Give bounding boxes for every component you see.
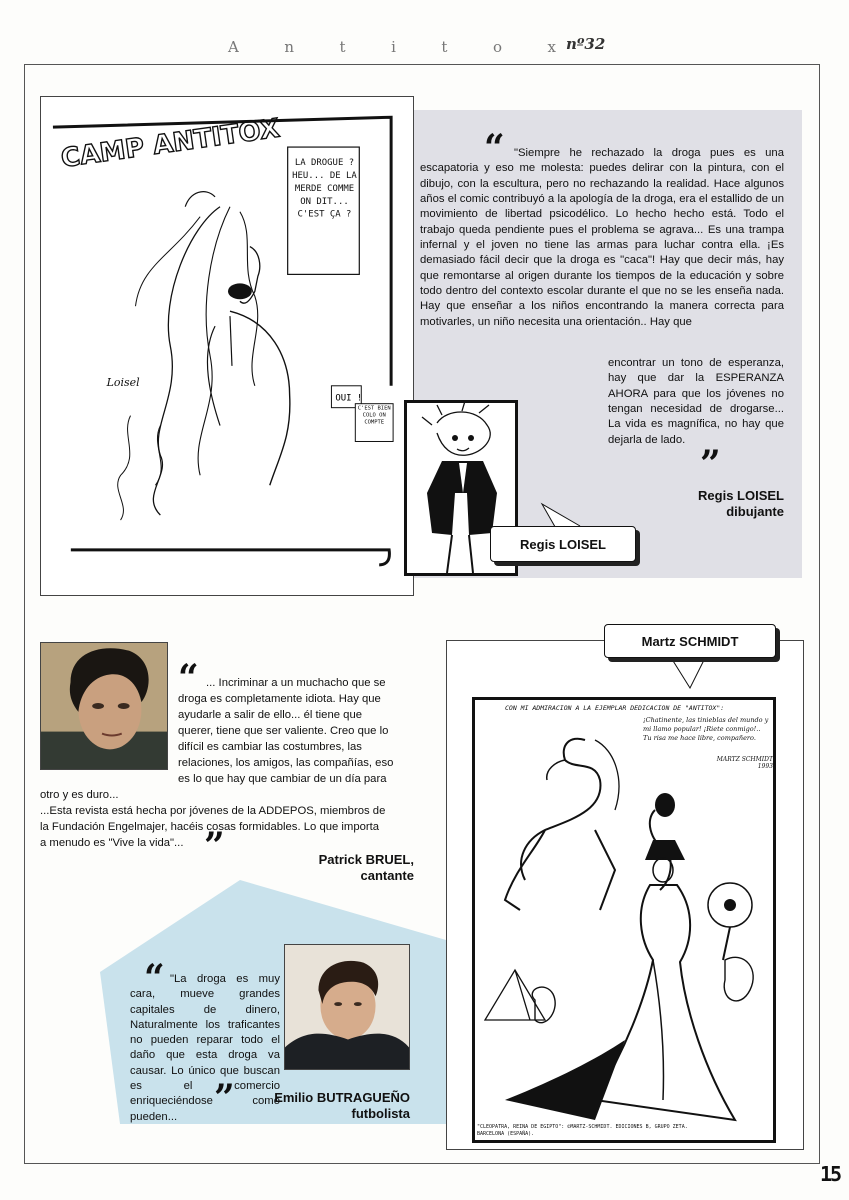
title-letter: t (339, 38, 348, 56)
comic-drawing (41, 97, 413, 595)
close-quote-mark: ” (700, 443, 721, 485)
issue-number: nº32 (566, 35, 606, 53)
credit-name: Emilio BUTRAGUEÑO (274, 1090, 410, 1105)
credit-role: cantante (360, 868, 414, 883)
bruel-quote-line: droga es completamente idiota. Hay que (178, 693, 381, 705)
loisel-quote-tail: encontrar un tono de esperanza, hay que dar la ESPERANZA AHORA para que los jóvenes no tengan necesidad de drogarse... La vida es magnífica, no hay que dejarla de lado. (608, 357, 784, 446)
close-quote-mark: ” (214, 1077, 235, 1119)
credit-role: dibujante (726, 504, 784, 519)
open-quote-mark: “ (484, 127, 505, 169)
illustration-speech: ¡Chatinente, las tinieblas del mundo y mi llamo popular! ¡Riete conmigo!.. Tu risa me hace libre, compañero. (643, 716, 769, 742)
bruel-quote-line: ayudarle a salir de ello... él tiene que (178, 709, 363, 721)
credit-role: futbolista (351, 1106, 410, 1121)
dedication-text: CON MI ADMIRACION A LA EJEMPLAR DEDICACION DE "ANTITOX": (505, 704, 725, 712)
title-letter: A (228, 38, 241, 56)
bruel-quote-line: es lo que hay que cambiar de un día para (178, 773, 387, 785)
bruel-quote-line: ...Esta revista está hecha por jóvenes de la ADDEPOS, miembros de (40, 805, 386, 817)
cleopatra-drawing (475, 700, 773, 1140)
bruel-quote-line: difícil es cambiar las costumbres, las (178, 741, 362, 753)
comic-signature: Loisel (106, 375, 140, 389)
portrait-image (285, 945, 409, 1069)
comic-speech: LA DROGUE ? HEU... DE LA MERDE COMME ON DIT... C'EST ÇA ? (292, 158, 357, 220)
comic-reply-1: OUI ! (335, 393, 363, 404)
schmidt-name-bubble: Martz SCHMIDT (604, 624, 776, 658)
bruel-quote-line: querer, tiene que ser valiente. Creo que lo (178, 725, 389, 737)
loisel-comic-illustration (40, 96, 414, 596)
bruel-quote-line: otro y es duro... (40, 789, 119, 801)
page-number: 15 (820, 1162, 841, 1186)
bruel-photo (40, 642, 168, 770)
bruel-quote-line: relaciones, los amigos, las compañías, eso (178, 757, 394, 769)
close-quote-mark: ” (204, 825, 225, 867)
page-header (0, 35, 849, 62)
butragueno-photo (284, 944, 410, 1070)
cleopatra-illustration (472, 697, 776, 1143)
title-letter: i (391, 38, 398, 56)
butragueno-quote: "La droga es muy cara, mueve grandes capitales de dinero, Naturalmente los traficantes no pueden reparar todo el daño que esta droga va causar. Lo único que buscan es el comercio enriqueciéndose como pueden... (130, 973, 280, 1123)
comic-reply-2: C'EST BIEN COLO ON COMPTE (357, 405, 391, 426)
title-letter: x (547, 38, 558, 56)
comic-title: CAMP ANTITOX (59, 113, 282, 174)
bruel-quote-line: ... Incriminar a un muchacho que se (206, 677, 386, 689)
loisel-name-bubble: Regis LOISEL (490, 526, 636, 562)
illustration-caption: "CLEOPATRA, REINA DE EGIPTO": ©MARTZ-SCHMIDT. EDICIONES B, GRUPO ZETA. BARCELONA (ESPAÑA). (477, 1124, 688, 1137)
title-letter: o (492, 38, 504, 56)
butragueno-credit (250, 1090, 410, 1122)
magazine-title (228, 38, 558, 56)
loisel-credit (620, 488, 784, 520)
bruel-quote-line: a menudo es "Vive la vida"... (40, 837, 184, 849)
credit-name: Regis LOISEL (698, 488, 784, 503)
illustration-signature: MARTZ SCHMIDT 1993 (716, 756, 773, 770)
portrait-image (41, 643, 167, 769)
credit-name: Patrick BRUEL, (318, 852, 414, 867)
loisel-quote-main: "Siempre he rechazado la droga pues es una escapatoria y eso me molesta: puedes delirar con la pintura, con el dibujo, con la escultura, pero no rechazando la realidad. Hace algunos años el comic contribuyó a la apología de la droga, era el estallido de un movimiento de libertad psicodélico. Lo hecho hecho está. Todo el trabajo queda pendiente pues el problema se agrava... Es una trampa infernal y el joven no tiene las armas para luchar contra ella. ¡Es demasiado fácil decir que la droga es "caca"! Hay que decir más, hay que remontarse al origen durante los tiempos de la educación y sobre todo dentro del contexto escolar durante el que no se les enseña nada. Hay que enseñar a los niños encontrando la manera correcta para motivarles, un niño necesita una orientación.. Hay que (420, 147, 784, 328)
title-letter: t (441, 38, 450, 56)
title-letter: n (284, 38, 297, 56)
bruel-quote-line: la Fundación Engelmajer, hacéis cosas formidables. Lo que importa (40, 821, 380, 833)
open-quote-mark: “ (144, 957, 165, 999)
open-quote-mark: “ (178, 657, 199, 699)
